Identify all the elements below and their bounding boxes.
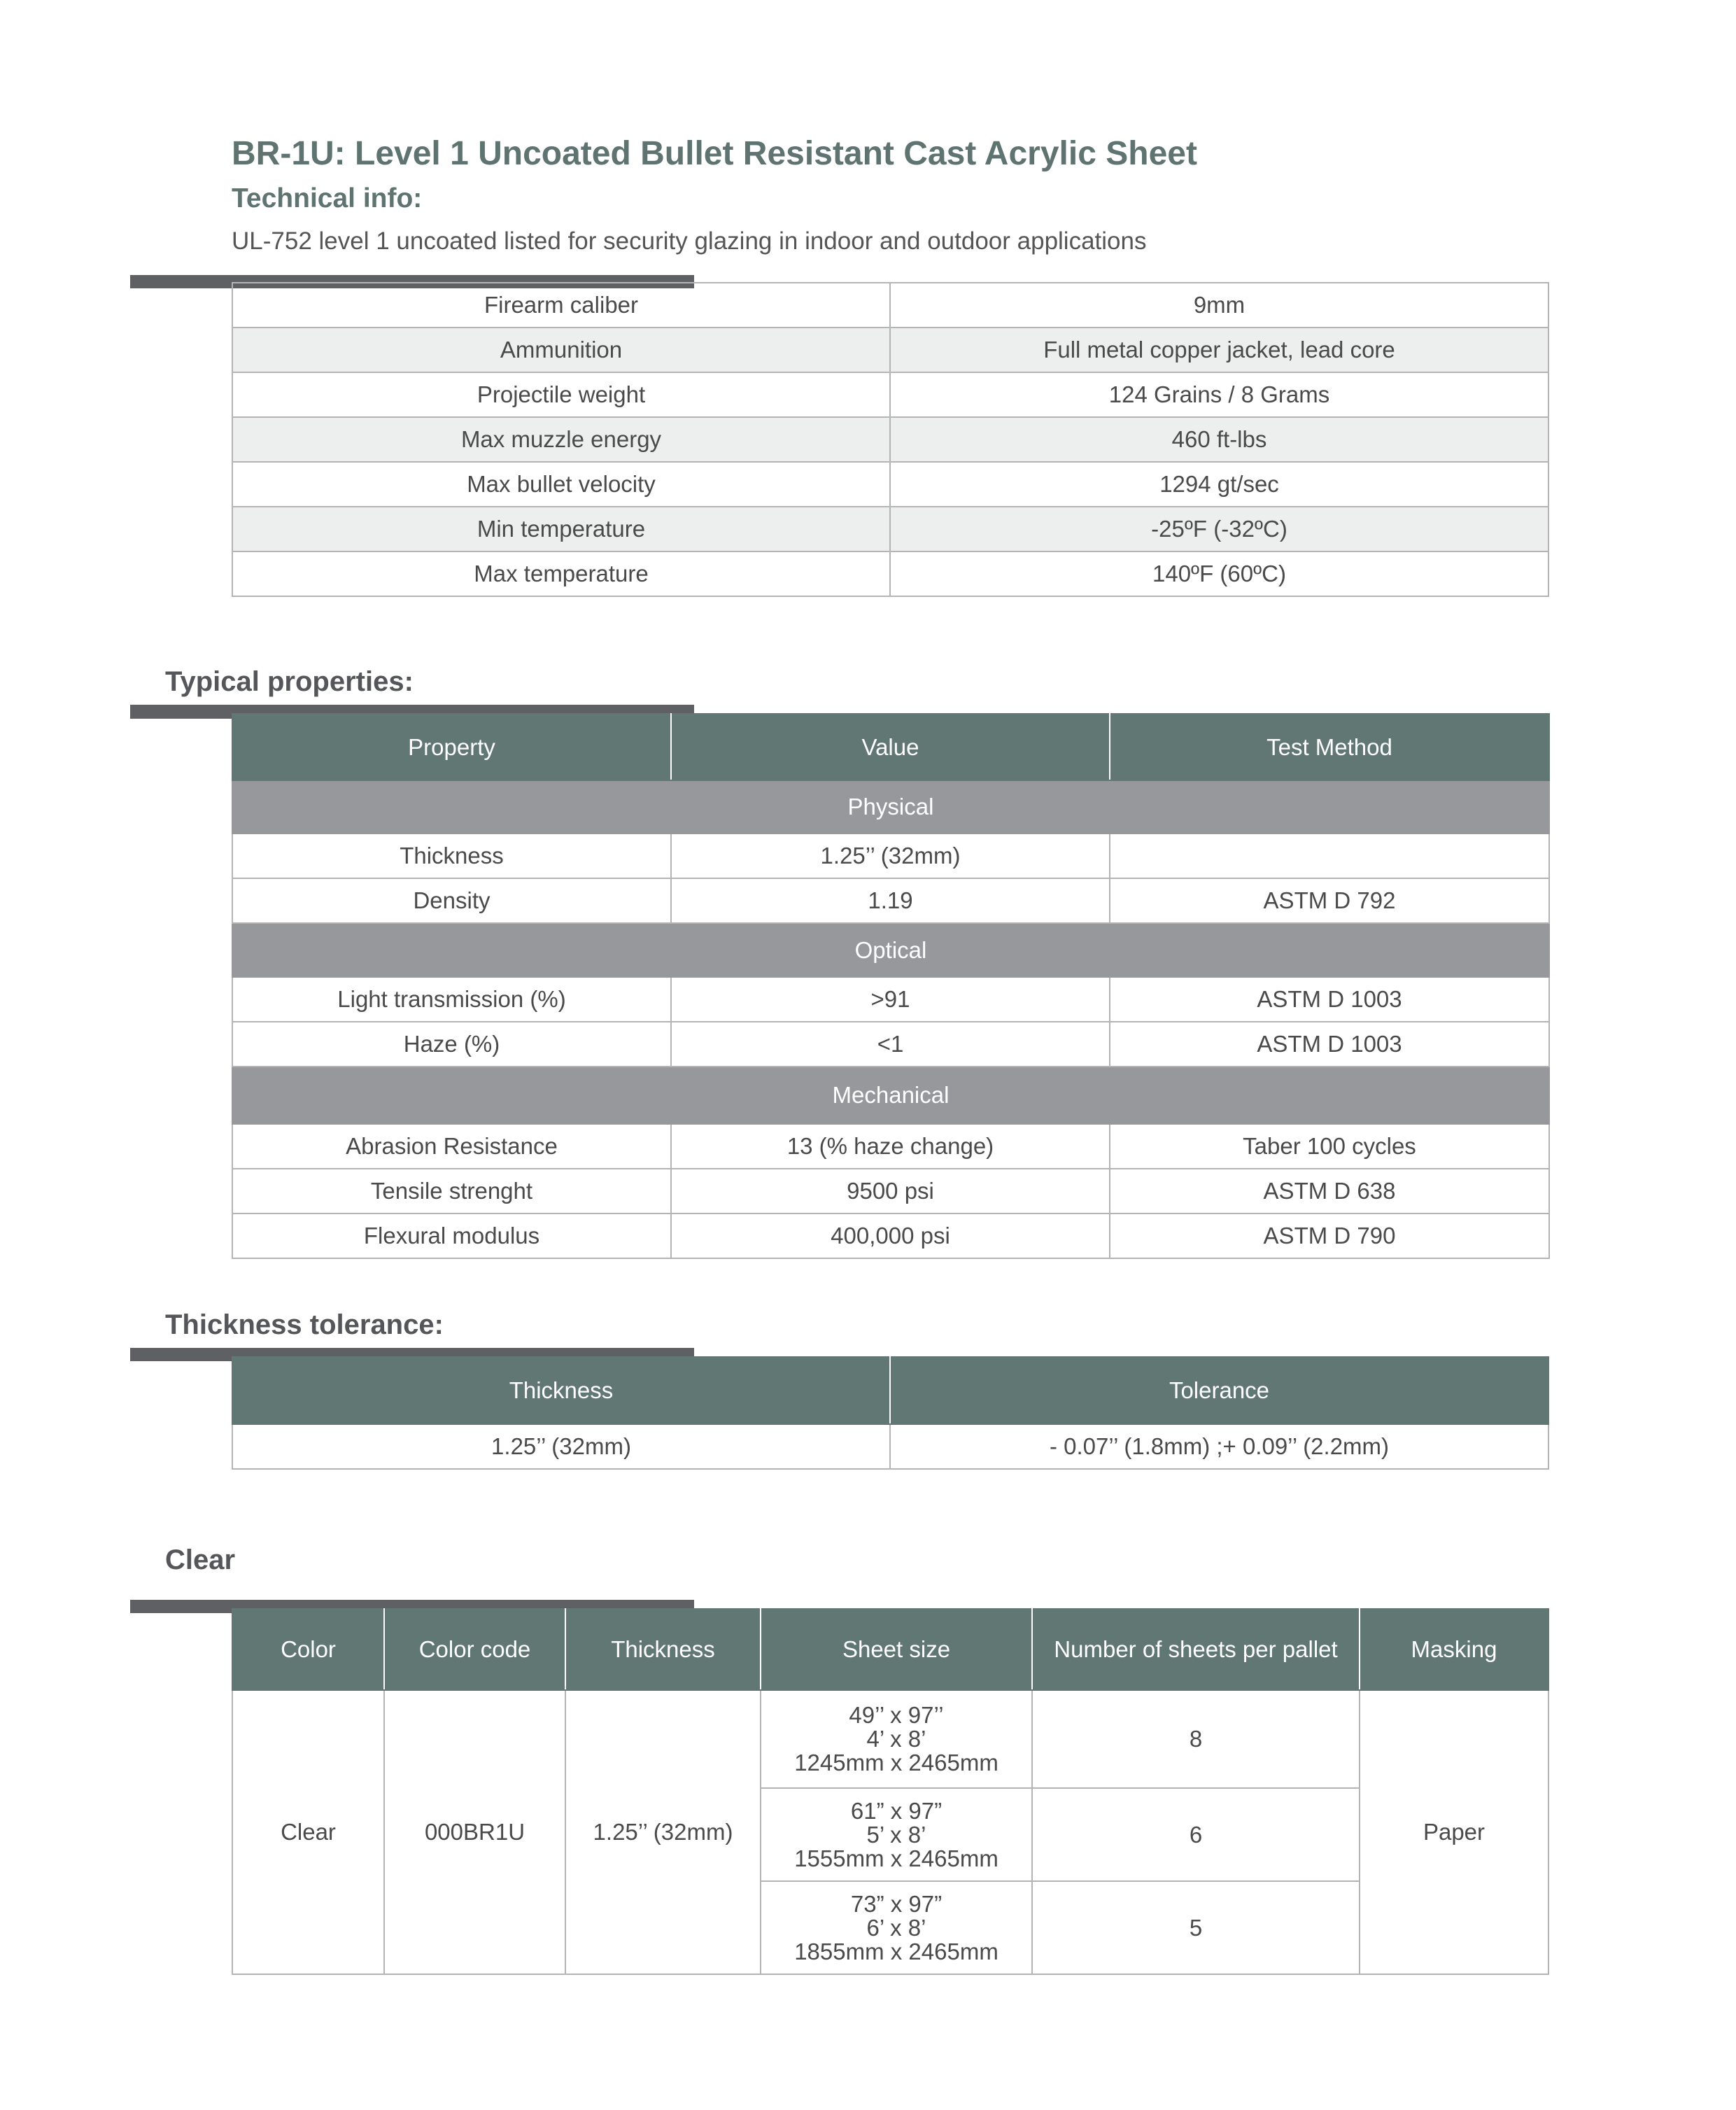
group-label: Physical: [232, 780, 1549, 834]
sheets-per-pallet-cell: 6: [1032, 1788, 1360, 1881]
table-cell: Density: [232, 878, 671, 923]
clear-heading: Clear: [165, 1545, 236, 1575]
sheet-size-cell: [761, 1690, 1032, 1788]
description: UL-752 level 1 uncoated listed for security glazing in indoor and outdoor applications: [232, 227, 1147, 255]
sheet-size-imperial: 49’’ x 97’’: [849, 1702, 944, 1728]
spec-value: 124 Grains / 8 Grams: [890, 372, 1548, 417]
column-header: Tolerance: [890, 1357, 1548, 1424]
sheet-size-imperial: 61” x 97”: [850, 1797, 943, 1824]
column-header: Thickness: [232, 1357, 890, 1424]
table-row: [232, 507, 1548, 551]
sheet-size-metric: 1855mm x 2465mm: [794, 1938, 998, 1964]
table-cell: [1110, 834, 1549, 878]
table-cell: ASTM D 638: [1110, 1169, 1549, 1214]
table-row: [232, 878, 1549, 923]
table-cell: Taber 100 cycles: [1110, 1124, 1549, 1169]
spec-label: Max muzzle energy: [232, 417, 890, 462]
table-row: [232, 372, 1548, 417]
thickness-cell: 1.25’’ (32mm): [565, 1690, 761, 1974]
column-header: Value: [671, 714, 1110, 780]
group-row: [232, 780, 1549, 834]
column-header: Property: [232, 714, 671, 780]
table-row: [232, 1022, 1549, 1067]
table-row: [232, 1690, 1548, 1788]
table-row: [232, 328, 1548, 372]
sheet-size-imperial: 73” x 97”: [850, 1890, 943, 1917]
table-row: [232, 417, 1548, 462]
spec-value: Full metal copper jacket, lead core: [890, 328, 1548, 372]
table-cell: 1.25’’ (32mm): [232, 1424, 890, 1469]
column-header: Test Method: [1110, 714, 1549, 780]
table-cell: ASTM D 792: [1110, 878, 1549, 923]
spec-value: 140ºF (60ºC): [890, 551, 1548, 596]
column-header: Color: [232, 1609, 384, 1690]
spec-label: Ammunition: [232, 328, 890, 372]
sheet-size-metric: 1555mm x 2465mm: [794, 1845, 998, 1871]
table-cell: ASTM D 1003: [1110, 977, 1549, 1022]
spec-label: Projectile weight: [232, 372, 890, 417]
table-cell: Tensile strenght: [232, 1169, 671, 1214]
thickness-tolerance-heading: Thickness tolerance:: [165, 1309, 444, 1340]
table-row: [232, 1124, 1549, 1169]
table-row: [232, 462, 1548, 507]
spec-label: Max temperature: [232, 551, 890, 596]
typical-properties-heading: Typical properties:: [165, 666, 414, 697]
sheet-size-metric: 1245mm x 2465mm: [794, 1750, 998, 1775]
table-cell: 1.25’’ (32mm): [671, 834, 1110, 878]
table-cell: Thickness: [232, 834, 671, 878]
sheet-size-feet: 4’ x 8’: [866, 1726, 926, 1752]
table-row: [232, 1214, 1549, 1258]
sheets-per-pallet-cell: 8: [1032, 1690, 1360, 1788]
column-header: Masking: [1360, 1609, 1548, 1690]
table-row: [232, 1169, 1549, 1214]
table-row: [232, 551, 1548, 596]
spec-value: 460 ft-lbs: [890, 417, 1548, 462]
spec-label: Min temperature: [232, 507, 890, 551]
table-cell: <1: [671, 1022, 1110, 1067]
spec-value: 9mm: [890, 283, 1548, 328]
color-cell: Clear: [232, 1690, 384, 1974]
sheet-size-feet: 6’ x 8’: [866, 1914, 926, 1941]
sheets-per-pallet-cell: 5: [1032, 1881, 1360, 1974]
table-row: [232, 834, 1549, 878]
table-cell: >91: [671, 977, 1110, 1022]
sheet-size-feet: 5’ x 8’: [866, 1821, 926, 1848]
column-header: Color code: [384, 1609, 565, 1690]
table-cell: - 0.07’’ (1.8mm) ;+ 0.09’’ (2.2mm): [890, 1424, 1548, 1469]
table-cell: Light transmission (%): [232, 977, 671, 1022]
table-row: [232, 1424, 1548, 1469]
spec-label: Max bullet velocity: [232, 462, 890, 507]
column-header: Sheet size: [761, 1609, 1032, 1690]
sheet-size-cell: [761, 1788, 1032, 1881]
group-label: Mechanical: [232, 1067, 1549, 1124]
spec-value: -25ºF (-32ºC): [890, 507, 1548, 551]
table-cell: Flexural modulus: [232, 1214, 671, 1258]
page-title: BR-1U: Level 1 Uncoated Bullet Resistant Cast Acrylic Sheet: [232, 135, 1197, 172]
group-label: Optical: [232, 923, 1549, 977]
clear-product-table: [232, 1608, 1549, 1975]
table-cell: ASTM D 790: [1110, 1214, 1549, 1258]
group-row: [232, 1067, 1549, 1124]
thickness-tolerance-table: [232, 1356, 1549, 1470]
table-cell: ASTM D 1003: [1110, 1022, 1549, 1067]
table-cell: Abrasion Resistance: [232, 1124, 671, 1169]
technical-info-heading: Technical info:: [232, 183, 423, 213]
table-row: [232, 283, 1548, 328]
sheet-size-cell: [761, 1881, 1032, 1974]
table-cell: 13 (% haze change): [671, 1124, 1110, 1169]
table-cell: 1.19: [671, 878, 1110, 923]
table-cell: 400,000 psi: [671, 1214, 1110, 1258]
table-row: [232, 977, 1549, 1022]
masking-cell: Paper: [1360, 1690, 1548, 1974]
typical-properties-table: [232, 713, 1550, 1259]
table-cell: Haze (%): [232, 1022, 671, 1067]
spec-label: Firearm caliber: [232, 283, 890, 328]
group-row: [232, 923, 1549, 977]
technical-info-table: [232, 282, 1549, 597]
spec-value: 1294 gt/sec: [890, 462, 1548, 507]
column-header: Number of sheets per pallet: [1032, 1609, 1360, 1690]
column-header: Thickness: [565, 1609, 761, 1690]
color-code-cell: 000BR1U: [384, 1690, 565, 1974]
table-cell: 9500 psi: [671, 1169, 1110, 1214]
